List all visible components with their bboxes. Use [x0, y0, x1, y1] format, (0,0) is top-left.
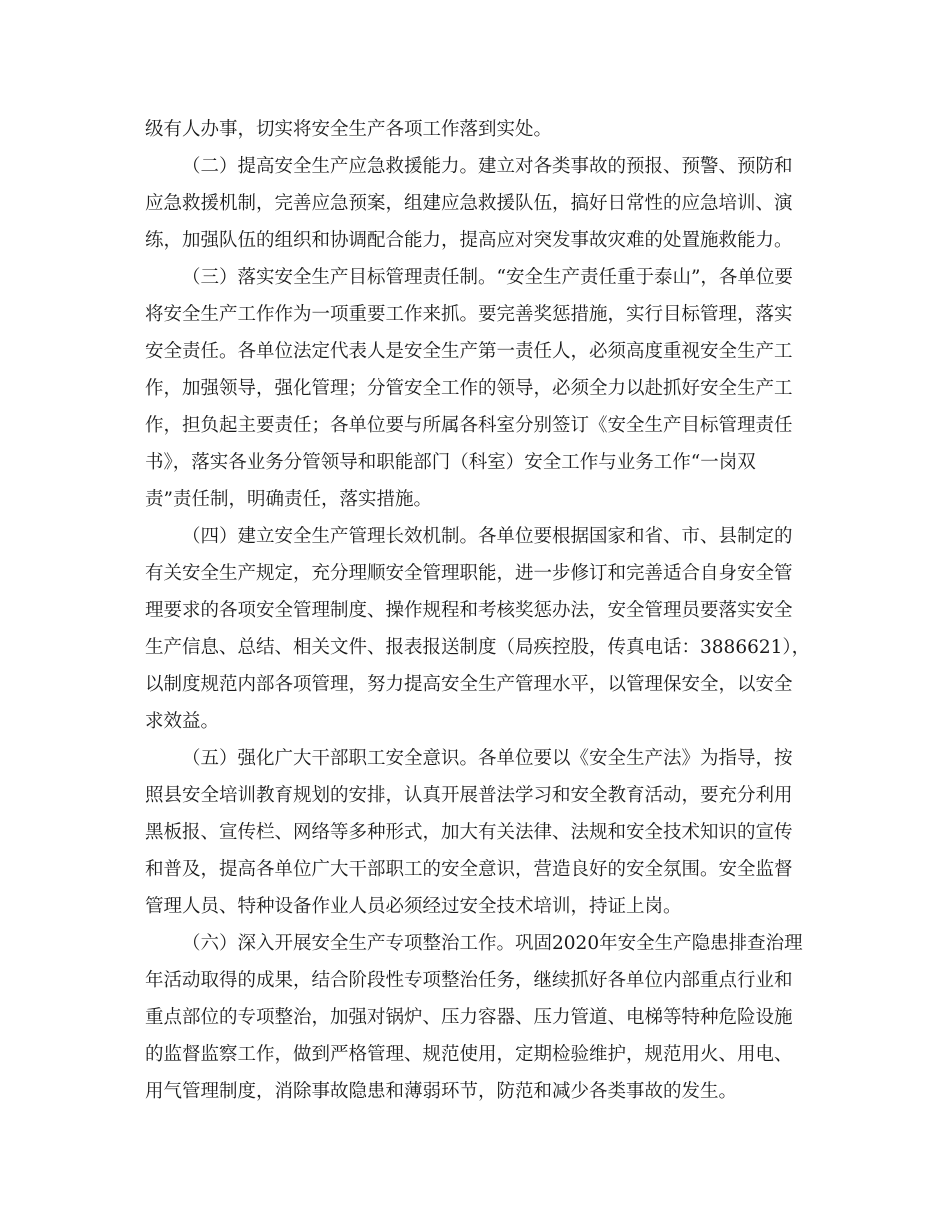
text-line: 求效益。 — [145, 711, 220, 732]
text-line: 作，担负起主要责任；各单位要与所属各科室分别签订《安全生产目标管理责任 — [145, 415, 793, 436]
text-line: （四）建立安全生产管理长效机制。各单位要根据国家和省、市、县制定的 — [182, 526, 793, 547]
text-line: 和普及，提高各单位广大干部职工的安全意识，营造良好的安全氛围。安全监督 — [145, 859, 793, 880]
text-line: 以制度规范内部各项管理，努力提高安全生产管理水平，以管理保安全，以安全 — [145, 674, 793, 695]
text-line: 年活动取得的成果，结合阶段性专项整治任务，继续抓好各单位内部重点行业和 — [145, 970, 793, 991]
text-line: 有关安全生产规定，充分理顺安全管理职能，进一步修订和完善适合自身安全管 — [145, 563, 793, 584]
text-line: （三）落实安全生产目标管理责任制。“安全生产责任重于泰山”，各单位要 — [182, 267, 793, 288]
text-line: 级有人办事，切实将安全生产各项工作落到实处。 — [145, 119, 553, 140]
text-line: 的监督监察工作，做到严格管理、规范使用，定期检验维护，规范用火、用电、 — [145, 1044, 793, 1065]
text-line: 生产信息、总结、相关文件、报表报送制度（局疾控股，传真电话：3886621）， — [145, 637, 811, 658]
text-line: 将安全生产工作作为一项重要工作来抓。要完善奖惩措施，实行目标管理，落实 — [145, 304, 793, 325]
text-line: 重点部位的专项整治，加强对锅炉、压力容器、压力管道、电梯等特种危险设施 — [145, 1007, 793, 1028]
text-line: 用气管理制度，消除事故隐患和薄弱环节，防范和减少各类事故的发生。 — [145, 1081, 738, 1102]
text-line: （二）提高安全生产应急救援能力。建立对各类事故的预报、预警、预防和 — [182, 156, 793, 177]
text-line: 书》，落实各业务分管领导和职能部门（科室）安全工作与业务工作“一岗双 — [145, 452, 756, 473]
text-line: 练，加强队伍的组织和协调配合能力，提高应对突发事故灾难的处置施救能力。 — [145, 230, 793, 251]
text-line: 应急救援机制，完善应急预案，组建应急救援队伍，搞好日常性的应急培训、演 — [145, 193, 793, 214]
text-line: 安全责任。各单位法定代表人是安全生产第一责任人，必须高度重视安全生产工 — [145, 341, 793, 362]
text-line: 管理人员、特种设备作业人员必须经过安全技术培训，持证上岗。 — [145, 896, 682, 917]
text-line: （五）强化广大干部职工安全意识。各单位要以《安全生产法》为指导，按 — [182, 748, 793, 769]
text-line: 理要求的各项安全管理制度、操作规程和考核奖惩办法，安全管理员要落实安全 — [145, 600, 793, 621]
text-line: 黑板报、宣传栏、网络等多种形式，加大有关法律、法规和安全技术知识的宣传 — [145, 822, 793, 843]
text-line: 照县安全培训教育规划的安排，认真开展普法学习和安全教育活动，要充分利用 — [145, 785, 793, 806]
text-line: 责”责任制，明确责任，落实措施。 — [145, 489, 432, 510]
text-line: 作，加强领导，强化管理；分管安全工作的领导，必须全力以赴抓好安全生产工 — [145, 378, 793, 399]
text-line: （六）深入开展安全生产专项整治工作。巩固2020年安全生产隐患排查治理 — [182, 933, 803, 954]
